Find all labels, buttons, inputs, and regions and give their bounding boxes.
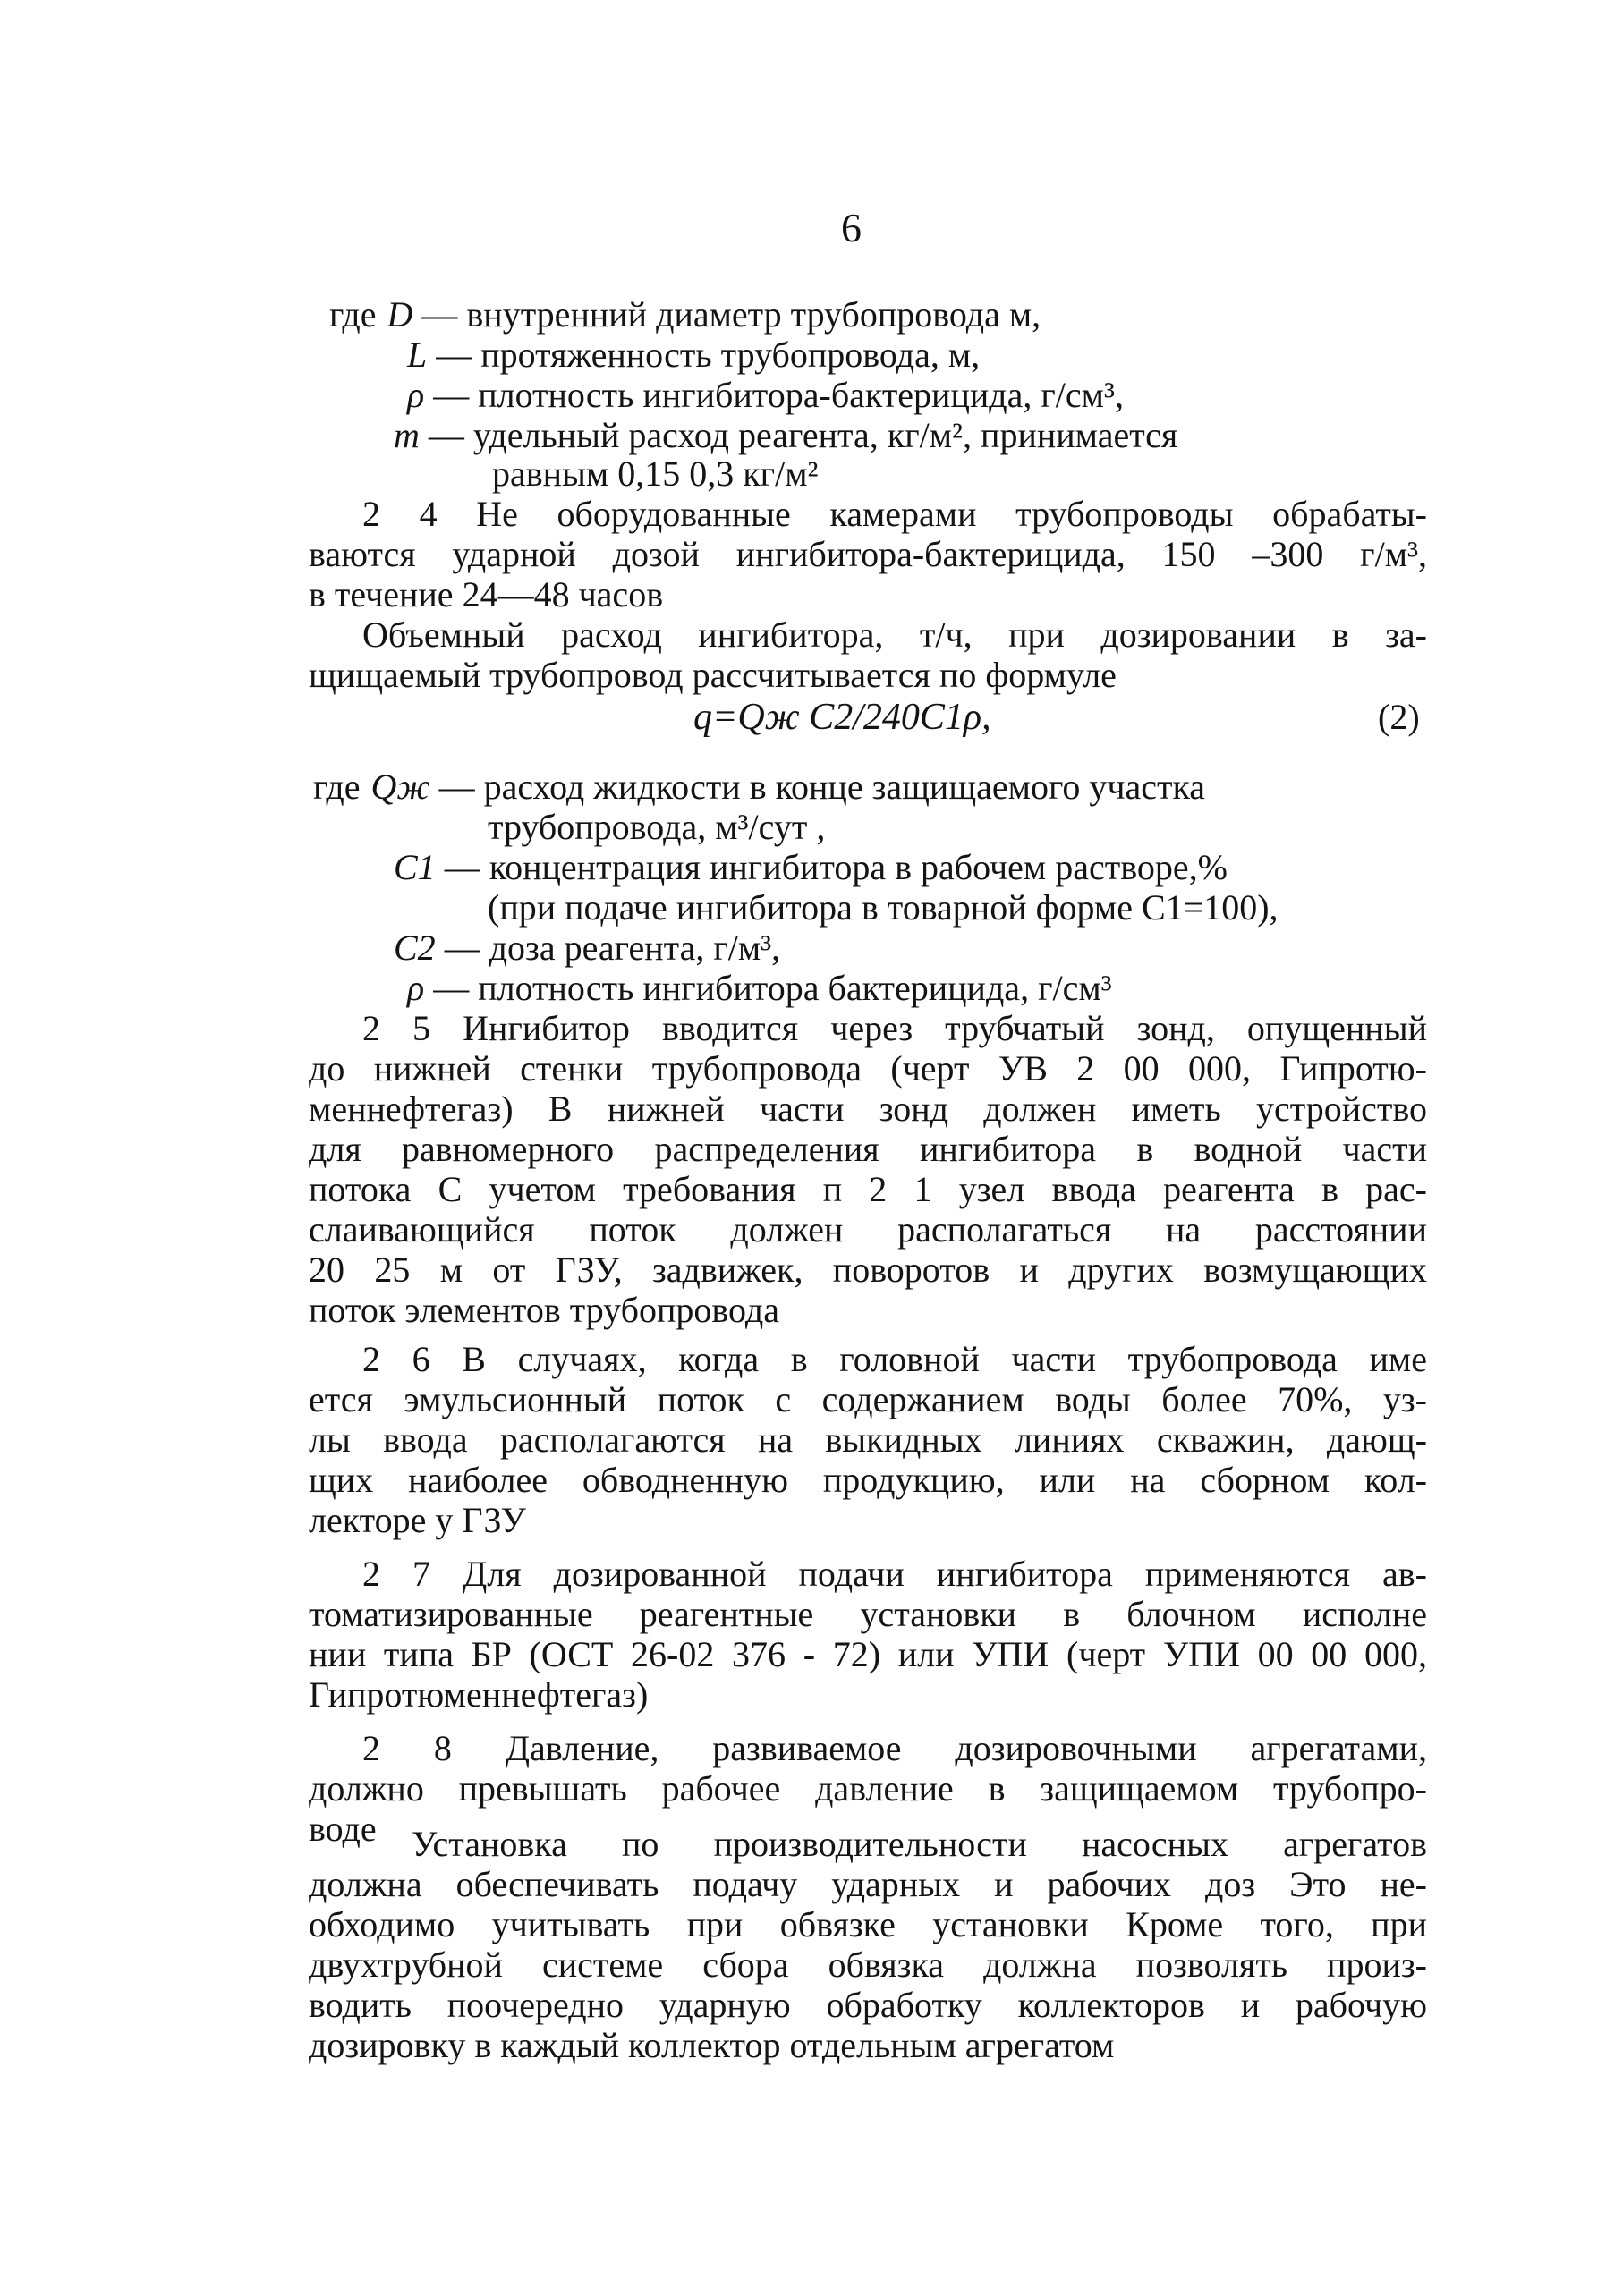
def-c1-cont: (при подаче ингибитора в товарной форме C1=100), bbox=[488, 887, 1279, 928]
def-m bbox=[394, 416, 1512, 455]
def-rho-2 bbox=[407, 969, 1525, 1008]
paragraph-line: меннефтегаз) В нижней части зонд должен иметь устройство bbox=[309, 1089, 1427, 1129]
def-text: — доза реагента, г/м³, bbox=[444, 928, 781, 968]
formula-number: (2) bbox=[1378, 697, 1420, 737]
paragraph-line: водить поочередно ударную обработку коллекторов и рабочую bbox=[309, 1985, 1427, 2025]
paragraph-line: 2 6 В случаях, когда в головной части трубопровода име bbox=[362, 1339, 1427, 1379]
def-d bbox=[329, 295, 1448, 335]
paragraph-line: до нижней стенки трубопровода (черт УВ 2 00 000, Гипротю- bbox=[309, 1048, 1427, 1089]
def-symbol: m bbox=[394, 415, 420, 455]
def-symbol: L bbox=[407, 335, 428, 375]
paragraph-line: воде bbox=[309, 1809, 377, 1849]
p24-line-1: 2 4 Не оборудованные камерами трубопроводы обрабаты- bbox=[362, 494, 1427, 534]
paragraph-line: щих наиболее обводненную продукцию, или на сборном кол- bbox=[309, 1460, 1427, 1500]
paragraph-line: томатизированные реагентные установки в блочном исполне bbox=[309, 1594, 1427, 1634]
paragraph-line: дозировку в каждый коллектор отдельным агрегатом bbox=[309, 2025, 1115, 2065]
def-c1 bbox=[394, 848, 1512, 887]
paragraph-line: 20 25 м от ГЗУ, задвижек, поворотов и других возмущающих bbox=[309, 1250, 1427, 1290]
paragraph-line: лы ввода располагаются на выкидных линиях скважин, дающ- bbox=[309, 1419, 1427, 1460]
paragraph-line: для равномерного распределения ингибитора в водной части bbox=[309, 1129, 1427, 1169]
page-number: 6 bbox=[841, 205, 862, 250]
def-text: — плотность ингибитора-бактерицида, г/см³, bbox=[433, 375, 1124, 415]
paragraph-line: Установка по производительности насосных агрегатов bbox=[412, 1824, 1427, 1864]
p24-line-2: ваются ударной дозой ингибитора-бактерицида, 150 –300 г/м³, bbox=[309, 534, 1427, 574]
def-symbol: D bbox=[387, 294, 413, 335]
def-c2 bbox=[394, 928, 1512, 968]
def-intro: где bbox=[329, 294, 377, 335]
p24-line-3: в течение 24—48 часов bbox=[309, 574, 664, 614]
volume-line-2: щищаемый трубопровод рассчитывается по формуле bbox=[309, 655, 1117, 695]
paragraph-line: лекторе у ГЗУ bbox=[309, 1500, 526, 1540]
paragraph-line: двухтрубной системе сбора обвязка должна позволять произ- bbox=[309, 1944, 1427, 1985]
paragraph-line: потока С учетом требования п 2 1 узел ввода реагента в рас- bbox=[309, 1169, 1427, 1209]
def-text: — внутренний диаметр трубопровода м, bbox=[421, 294, 1041, 335]
def-symbol: C2 bbox=[394, 928, 436, 968]
paragraph-line: 2 7 Для дозированной подачи ингибитора применяются ав- bbox=[362, 1554, 1427, 1594]
def-text: — концентрация ингибитора в рабочем растворе,% bbox=[444, 847, 1228, 887]
paragraph-line: нии типа БР (ОСТ 26-02 376 - 72) или УПИ (черт УПИ 00 00 000, bbox=[309, 1634, 1427, 1674]
formula-2: q=Qж C2/240C1ρ, bbox=[693, 697, 991, 738]
def-text: — плотность ингибитора бактерицида, г/см³ bbox=[433, 968, 1112, 1008]
paragraph-line: должно превышать рабочее давление в защищаемом трубопро- bbox=[309, 1768, 1427, 1809]
def-m-continuation: равным 0,15 0,3 кг/м² bbox=[492, 453, 819, 494]
def-symbol: C1 bbox=[394, 847, 436, 887]
paragraph-line: ется эмульсионный поток с содержанием воды более 70%, уз- bbox=[309, 1379, 1427, 1419]
paragraph-line: 2 8 Давление, развиваемое дозировочными агрегатами, bbox=[362, 1728, 1427, 1768]
def-qzh bbox=[313, 767, 1432, 807]
def-l bbox=[407, 335, 1525, 375]
def-rho bbox=[407, 376, 1525, 415]
paragraph-line: поток элементов трубопровода bbox=[309, 1290, 779, 1330]
def-symbol: ρ bbox=[407, 968, 425, 1008]
paragraph-line: обходимо учитывать при обвязке установки Кроме того, при bbox=[309, 1904, 1427, 1944]
def-symbol: Qж bbox=[370, 767, 430, 807]
def-text: — протяженность трубопровода, м, bbox=[436, 335, 981, 375]
def-qzh-cont: трубопровода, м³/сут , bbox=[488, 807, 826, 847]
paragraph-line: 2 5 Ингибитор вводится через трубчатый зонд, опущенный bbox=[362, 1008, 1427, 1048]
def-text: — удельный расход реагента, кг/м², принимается bbox=[428, 415, 1178, 455]
paragraph-line: Гипротюменнефтегаз) bbox=[309, 1674, 649, 1715]
paragraph-line: слаивающийся поток должен располагаться на расстоянии bbox=[309, 1209, 1427, 1250]
def-text: — расход жидкости в конце защищаемого участка bbox=[438, 767, 1206, 807]
def-symbol: ρ bbox=[407, 375, 425, 415]
paragraph-line: должна обеспечивать подачу ударных и рабочих доз Это не- bbox=[309, 1864, 1427, 1904]
volume-line-1: Объемный расход ингибитора, т/ч, при дозировании в за- bbox=[362, 614, 1427, 655]
def-intro: где bbox=[313, 767, 361, 807]
